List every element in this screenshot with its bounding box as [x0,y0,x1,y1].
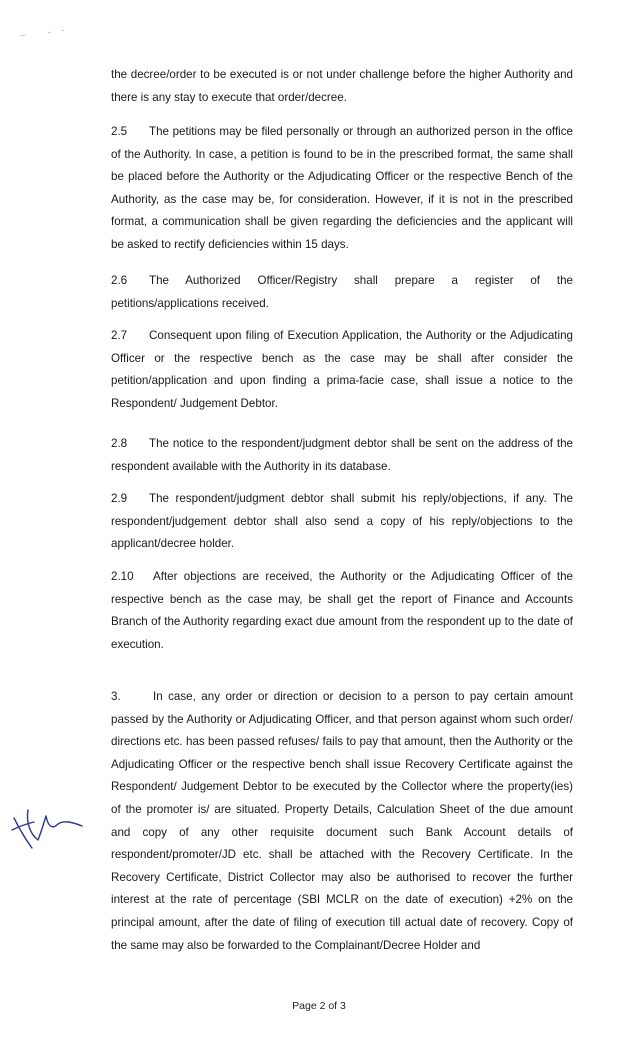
paragraph-text: the decree/order to be executed is or not under challenge before the higher Authority and there is any stay to execute that order/decree. [111,68,573,104]
paragraph-text: The Authorized Officer/Registry shall prepare a register of the petitions/applications received. [111,274,573,310]
paragraph-2-9 [111,488,573,556]
paragraph-number: 2.7 [111,329,128,342]
paragraph-2-6 [111,270,573,315]
paragraph-2-5 [111,121,573,257]
paragraph-number: 2.10 [111,570,134,583]
paragraph-number: 3. [111,690,121,703]
paragraph-number: 2.6 [111,274,128,287]
paragraph-2-8 [111,433,573,478]
paragraph-number: 2.5 [111,125,128,138]
paragraph-number: 2.9 [111,492,128,505]
signature-icon [6,800,86,852]
paragraph-number: 2.8 [111,437,128,450]
paragraph-text: In case, any order or direction or decision to a person to pay certain amount passed by the Authority or Adjudicating Officer, and that person against whom such order/ directions etc. has been passed refuses/ fails to pay that amount, then the Authority or the Adjudicating Officer or the respective bench shall issue Recovery Certificate against the Respondent/ Judgement Debtor to be executed by the Collector where the property(ies) of the promoter is/ are situated. Property Details, Calculation Sheet of the due amount and copy of any other requisite document such Bank Account details of respondent/promoter/JD etc. shall be attached with the Recovery Certificate. In the Recovery Certificate, District Collector may also be authorised to recover the further interest at the rate of percentage (SBI MCLR on the date of execution) +2% on the principal amount, after the date of filing of execution till actual date of recovery. Copy of the same may also be forwarded to the Complainant/Decree Holder and [111,690,573,952]
paragraph-text: The respondent/judgment debtor shall submit his reply/objections, if any. The respondent/judgement debtor shall also send a copy of his reply/objections to the applicant/decree holder. [111,492,573,551]
intro-paragraph [111,64,573,109]
paragraph-text: The notice to the respondent/judgment debtor shall be sent on the address of the respondent available with the Authority in its database. [111,437,573,473]
paragraph-text: The petitions may be filed personally or through an authorized person in the office of the Authority. In case, a petition is found to be in the prescribed format, the same shall be placed before the Authority or the Adjudicating Officer or the respective Bench of the Authority, as the case may be, for consideration. However, if it is not in the prescribed format, a communication shall be given regarding the deficiencies and the applicant will be asked to rectify deficiencies within 15 days. [111,125,573,251]
paragraph-text: After objections are received, the Authority or the Adjudicating Officer of the respective bench as the case may, be shall get the report of Finance and Accounts Branch of the Authority regarding exact due amount from the respondent up to the date of execution. [111,570,573,651]
scan-speck-icon [18,28,78,38]
paragraph-text: Consequent upon filing of Execution Application, the Authority or the Adjudicating Officer or the respective bench as the case may be shall after consider the petition/application and upon finding a prima-facie case, shall issue a notice to the Respondent/ Judgement Debtor. [111,329,573,410]
paragraph-2-7 [111,325,573,415]
paragraph-3 [111,686,573,957]
paragraph-2-10 [111,566,573,656]
page-footer: Page 2 of 3 [292,1000,346,1012]
